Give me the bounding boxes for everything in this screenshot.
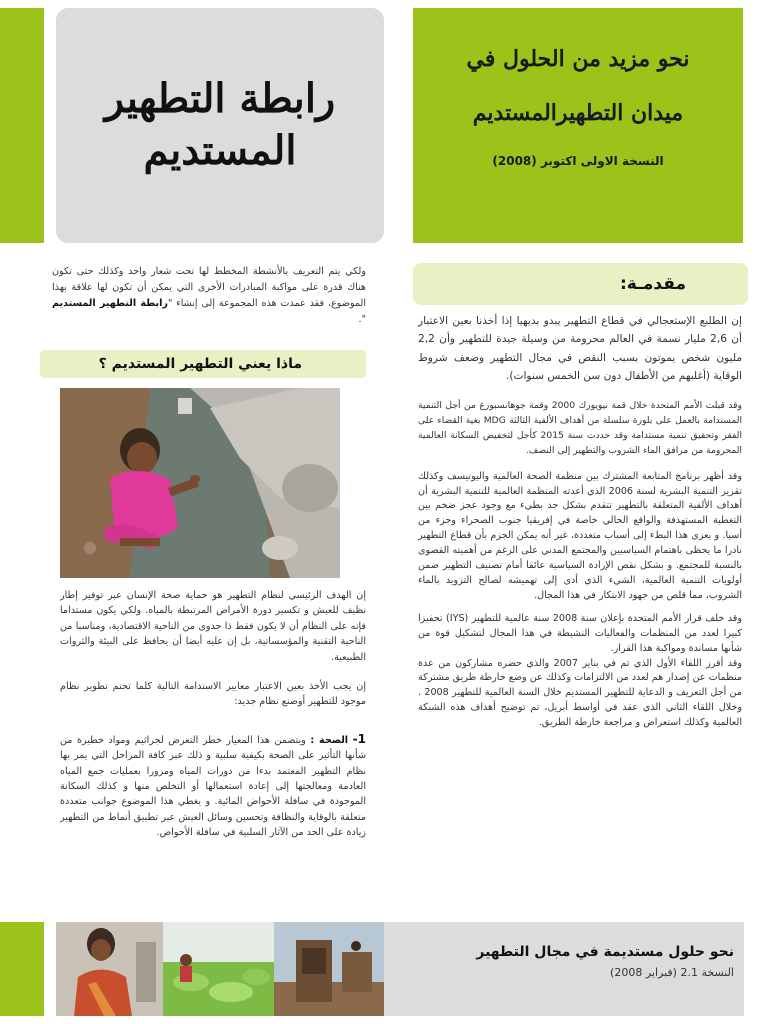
- footer-title: نحو حلول مستديمة في مجال التطهير: [476, 944, 734, 960]
- footer-photos-illustration: [56, 922, 384, 1016]
- criteria-item-text: ويتضمن هذا المعيار خطر التعرض لجراثيم ومواد خطيرة من شأنها التأثير على الصحة بكيفية سلبية و ذلك عبر كافة المراحل التي يمر بها نظام التطهير المعتمد بدءا من دورات المياه ومرورا بعمليات جمع المياه العادمة ومعالجتها إلى إعادة استعمالها أو التخلص منها و كذلك السكانة الموجودة في سافلة الأحواض المائية. و يغطي هذا الموضوع جوانب متعددة متعلقة بالوقاية والنظافة وتحسين وسائل العيش عبر تطبيق أنماط من التطهير زيادة على الحد من الآثار السلبية في سافلة الأحواض.: [60, 734, 366, 839]
- footer-photo-strip: [56, 922, 384, 1016]
- intro-paragraph-4: وقد خلف قرار الأمم المتحدة بإعلان سنة 2008 سنة عالمية للتطهير (IYS) تحفيزا كبيرا لعدد من المنظمات والفعاليات النشيطة في هذا المجال لتشكيل قوة من شأنها مساندة ومواكبة هذا القرار.: [418, 612, 742, 654]
- girl-photo-illustration: [60, 388, 340, 578]
- banner-title-line-1: نحو مزيد من الحلول في: [466, 46, 690, 72]
- title-line-1: رابطة التطهير: [104, 74, 336, 122]
- intro-paragraph-3: وقد أظهر برنامج المتابعة المشترك بين منظمة الصحة العالمية واليونيسف وكذلك تقرير التنمية البشرية لسنة 2006 الذي أعدته المنظمة العالمية للتنمية البشرية أن أهداف الألفية المتعلقة بالتطهير تتقدم بشكل جد بطيء مع وجود عجز ضخم بين التغطية المستهدفة والواقع الحالي خاصة في إفريقيا جنوب الصحراء وجزء من أسيا. و يعزى هذا البطء إلى أسباب متعددة، غير أنه يمكن الجزم بأن قطاع التطهير نادرا ما يحظى باهتمام السياسيين والمجتمع المدني على الرغم من أهميته القصوى بالنسبة للمجتمع. و بشكل نقص الإرادة السياسية عائقا أمام تصنيف التطهير ضمن أولويات التنمية العالمية، الشيء الذي أدى إلى تهميشه لصالح التزويد بالماء الشروب، مما قلص من جهود الابتكار في هذا المجال.: [418, 470, 742, 601]
- banner: [413, 8, 743, 243]
- left-body: [60, 588, 366, 841]
- left-paragraph-1: إن الهدف الرئيسي لنظام التطهير هو حماية صحة الإنسان عبر توفير إطار نظيف للعيش و تكسير دورة الأمراض المرتبطة بالمياه. ولكي يكون مستداما فإنه على النظام أن لا يكون فقط ذا جدوى من الناحية الاقتصادية، ومناسبا من الناحية التقنية والمؤسساتية، بل إن عليه أيضا أن يحافظ على البيئة والثروات الطبيعية.: [60, 590, 366, 663]
- section-heading-box: [40, 350, 366, 378]
- banner-title-line-2: ميدان التطهيرالمستديم: [472, 100, 684, 126]
- section-heading: ماذا يعني التطهير المستديم ؟: [98, 356, 302, 372]
- intro-body: [418, 312, 742, 731]
- left-paragraph-2: إن يجب الأخذ بعين الاعتبار معايير الاستدامة التالية كلما تحتم تطوير نظام موجود للتطهير أوصنع نظام جديد:: [60, 681, 366, 708]
- criteria-item-label: الصحة :: [310, 734, 349, 746]
- intro-heading-box: [413, 263, 748, 305]
- girl-photo: [60, 388, 340, 578]
- left-accent-strip: [0, 8, 44, 243]
- title-line-2: المستديم: [143, 126, 297, 174]
- intro-heading: مقدمـة:: [619, 274, 686, 294]
- intro-paragraph-2: وقد قبلت الأمم المتحدة خلال قمة نيويورك 2000 وقمة جوهانسبورغ من أجل التنمية المستدامة بالعمل على بلورة سلسلة من أهداف الألفية الثالثة MDG بغية القضاء على الفقر وتحقيق تنمية مستدامة وقد حددت سنة 2015 كأجل لتخفيض السكانة العالمية المحرومة من مرافق الماء الشروب والتطهير إلى النصف.: [418, 399, 743, 456]
- intro-paragraph-5: وقد أقرز اللقاء الأول الذي تم في يناير 2007 والذي حضره مشاركون من عدة منظمات عن إصدار هم لعدد من الالتزامات وكذلك عن وضع خارطة طريق مشتركة من أجل التعريف و الدعاية للتطهير المستديم خلال السنة العالمية للتطهير 2008 . وخلال اللقاء الثاني الذي عقد في أواسط أبريل، تم توضيح أهداف هذه الشبكة العالمية وكذلك استعراض و مراجعة خارطة الطريق.: [418, 657, 742, 729]
- footer-subtitle: النسخة 2.1 (فبراير 2008): [610, 966, 734, 979]
- network-intro-text: [52, 264, 366, 328]
- criteria-item-number: 1-: [352, 731, 366, 746]
- footer-accent-strip: [0, 922, 44, 1016]
- footer-title-box: [384, 922, 744, 1016]
- network-intro-prefix: ولكي يتم التعريف بالأنشطة المخطط لها تحت شعار واحد وكذلك حتى تكون هناك قدرة على مواكبة المبادرات الأخرى التي يمكن أن تكون لها علاقة بهذا الموضوع، فقد عمدت هذه المجموعة إلى إنشاء ": [52, 266, 366, 309]
- intro-paragraph-1: إن الطلبع الإستعجالي في قطاع التطهير يبدو بديهيا إذا أخذنا بعين الاعتبار أن 2,6 مليار نسمة في العالم محرومة من وسيلة جيدة للتطهير وأن 2,2 مليون شخص يموتون بسبب النقص في مجال التطهير وضعف شروط الوقاية (أغلبهم من الأطفال دون سن الخمس سنوات).: [418, 315, 742, 383]
- banner-edition: النسخة الاولى اكتوبر (2008): [492, 154, 664, 168]
- network-name: رابطة التطهير المستديم: [52, 298, 168, 309]
- criteria-item-health: [60, 732, 366, 841]
- gray-title-box: [56, 8, 384, 243]
- network-intro-suffix: ".: [358, 314, 366, 325]
